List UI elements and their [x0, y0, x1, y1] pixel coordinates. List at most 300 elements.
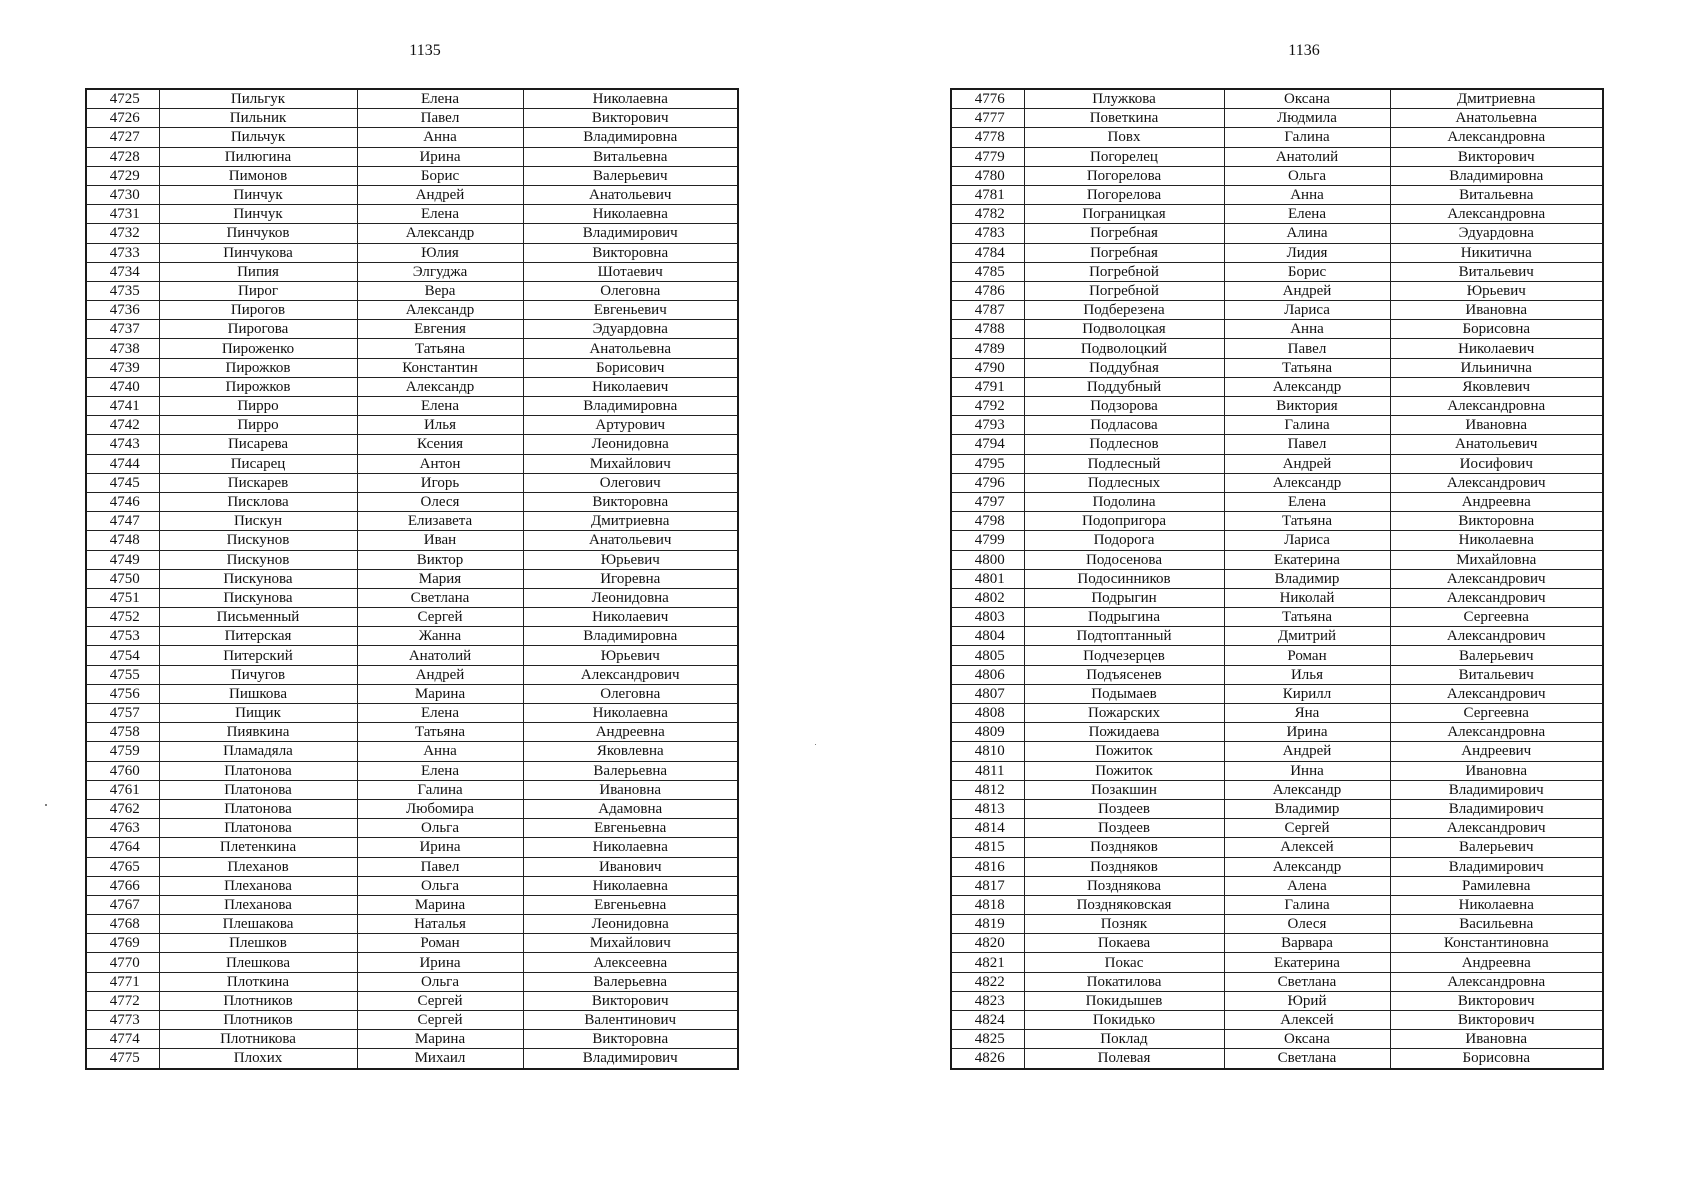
row-number: 4768 — [86, 915, 159, 934]
table-row — [86, 262, 738, 281]
table-row — [86, 358, 738, 377]
patronymic-cell: Николаевна — [523, 876, 738, 895]
scan-speck — [45, 804, 47, 806]
row-number: 4769 — [86, 934, 159, 953]
row-number: 4786 — [951, 281, 1024, 300]
first-name-cell: Александр — [1224, 377, 1390, 396]
first-name-cell: Екатерина — [1224, 953, 1390, 972]
surname-cell: Пирог — [159, 281, 357, 300]
table-row — [951, 665, 1603, 684]
table-row — [86, 704, 738, 723]
row-number: 4789 — [951, 339, 1024, 358]
row-number: 4764 — [86, 838, 159, 857]
row-number: 4749 — [86, 550, 159, 569]
row-number: 4808 — [951, 704, 1024, 723]
first-name-cell: Светлана — [1224, 972, 1390, 991]
table-row — [951, 934, 1603, 953]
table-row — [951, 492, 1603, 511]
first-name-cell: Илья — [357, 416, 523, 435]
table-row — [86, 646, 738, 665]
surname-cell: Плотников — [159, 1011, 357, 1030]
table-row — [86, 301, 738, 320]
surname-cell: Повх — [1024, 128, 1224, 147]
patronymic-cell: Михайлович — [523, 934, 738, 953]
surname-cell: Пирро — [159, 416, 357, 435]
table-row — [86, 953, 738, 972]
patronymic-cell: Яковлевич — [1390, 377, 1603, 396]
surname-cell: Погребная — [1024, 243, 1224, 262]
patronymic-cell: Валерьевна — [523, 761, 738, 780]
patronymic-cell: Леонидовна — [523, 588, 738, 607]
first-name-cell: Галина — [1224, 416, 1390, 435]
table-row — [951, 684, 1603, 703]
row-number: 4820 — [951, 934, 1024, 953]
row-number: 4742 — [86, 416, 159, 435]
surname-cell: Платонова — [159, 799, 357, 818]
first-name-cell: Инна — [1224, 761, 1390, 780]
patronymic-cell: Александрович — [1390, 569, 1603, 588]
patronymic-cell: Ивановна — [523, 780, 738, 799]
row-number: 4795 — [951, 454, 1024, 473]
patronymic-cell: Александровна — [1390, 723, 1603, 742]
table-row — [86, 473, 738, 492]
table-row — [951, 1049, 1603, 1069]
table-row — [86, 416, 738, 435]
first-name-cell: Лариса — [1224, 301, 1390, 320]
surname-cell: Пламадяла — [159, 742, 357, 761]
surname-cell: Поздеев — [1024, 799, 1224, 818]
table-row — [86, 819, 738, 838]
table-row — [86, 281, 738, 300]
surname-cell: Погорелова — [1024, 166, 1224, 185]
row-number: 4801 — [951, 569, 1024, 588]
table-row — [951, 876, 1603, 895]
page-number-right: 1136 — [1288, 42, 1320, 59]
patronymic-cell: Витальевич — [1390, 665, 1603, 684]
surname-cell: Писклова — [159, 492, 357, 511]
first-name-cell: Андрей — [1224, 454, 1390, 473]
table-row — [951, 377, 1603, 396]
patronymic-cell: Рамилевна — [1390, 876, 1603, 895]
row-number: 4816 — [951, 857, 1024, 876]
table-row — [951, 435, 1603, 454]
first-name-cell: Анна — [1224, 320, 1390, 339]
row-number: 4785 — [951, 262, 1024, 281]
first-name-cell: Анатолий — [1224, 147, 1390, 166]
row-number: 4765 — [86, 857, 159, 876]
first-name-cell: Екатерина — [1224, 550, 1390, 569]
patronymic-cell: Андреевна — [523, 723, 738, 742]
row-number: 4779 — [951, 147, 1024, 166]
surname-cell: Пинчуков — [159, 224, 357, 243]
row-number: 4825 — [951, 1030, 1024, 1049]
first-name-cell: Оксана — [1224, 89, 1390, 109]
first-name-cell: Сергей — [357, 608, 523, 627]
patronymic-cell: Сергеевна — [1390, 704, 1603, 723]
patronymic-cell: Анатольевич — [523, 185, 738, 204]
row-number: 4784 — [951, 243, 1024, 262]
table-row — [86, 435, 738, 454]
surname-cell: Пироженко — [159, 339, 357, 358]
row-number: 4803 — [951, 608, 1024, 627]
first-name-cell: Лидия — [1224, 243, 1390, 262]
first-name-cell: Евгения — [357, 320, 523, 339]
surname-cell: Подрыгин — [1024, 588, 1224, 607]
patronymic-cell: Борисовна — [1390, 1049, 1603, 1069]
row-number: 4802 — [951, 588, 1024, 607]
first-name-cell: Елена — [357, 89, 523, 109]
surname-cell: Подымаев — [1024, 684, 1224, 703]
patronymic-cell: Анатольевна — [1390, 109, 1603, 128]
table-row — [86, 569, 738, 588]
row-number: 4821 — [951, 953, 1024, 972]
surname-cell: Позднякова — [1024, 876, 1224, 895]
patronymic-cell: Николаевич — [1390, 339, 1603, 358]
table-row — [951, 780, 1603, 799]
patronymic-cell: Владимировна — [1390, 166, 1603, 185]
patronymic-cell: Евгеньевич — [523, 301, 738, 320]
register-table-right — [950, 88, 1604, 1070]
surname-cell: Подорога — [1024, 531, 1224, 550]
table-row — [86, 780, 738, 799]
table-row — [86, 205, 738, 224]
patronymic-cell: Адамовна — [523, 799, 738, 818]
patronymic-cell: Николаевич — [523, 377, 738, 396]
surname-cell: Плеханова — [159, 876, 357, 895]
row-number: 4745 — [86, 473, 159, 492]
patronymic-cell: Леонидовна — [523, 435, 738, 454]
table-row — [951, 627, 1603, 646]
first-name-cell: Олеся — [1224, 915, 1390, 934]
table-row — [951, 857, 1603, 876]
surname-cell: Платонова — [159, 761, 357, 780]
patronymic-cell: Анатольевич — [523, 531, 738, 550]
patronymic-cell: Владимировна — [523, 627, 738, 646]
first-name-cell: Юрий — [1224, 991, 1390, 1010]
first-name-cell: Игорь — [357, 473, 523, 492]
table-row — [951, 262, 1603, 281]
patronymic-cell: Александрович — [1390, 819, 1603, 838]
surname-cell: Платонова — [159, 780, 357, 799]
surname-cell: Плотников — [159, 991, 357, 1010]
patronymic-cell: Алексеевна — [523, 953, 738, 972]
row-number: 4804 — [951, 627, 1024, 646]
patronymic-cell: Михайлович — [523, 454, 738, 473]
patronymic-cell: Константиновна — [1390, 934, 1603, 953]
row-number: 4783 — [951, 224, 1024, 243]
row-number: 4822 — [951, 972, 1024, 991]
table-row — [951, 454, 1603, 473]
first-name-cell: Анатолий — [357, 646, 523, 665]
table-row — [86, 1049, 738, 1069]
surname-cell: Пишкова — [159, 684, 357, 703]
table-row — [86, 397, 738, 416]
table-row — [951, 704, 1603, 723]
first-name-cell: Марина — [357, 684, 523, 703]
row-number: 4725 — [86, 89, 159, 109]
patronymic-cell: Борисовна — [1390, 320, 1603, 339]
row-number: 4751 — [86, 588, 159, 607]
surname-cell: Плетенкина — [159, 838, 357, 857]
table-row — [86, 684, 738, 703]
row-number: 4819 — [951, 915, 1024, 934]
table-row — [951, 358, 1603, 377]
table-row — [951, 185, 1603, 204]
surname-cell: Подосенова — [1024, 550, 1224, 569]
table-row — [86, 857, 738, 876]
patronymic-cell: Ильинична — [1390, 358, 1603, 377]
row-number: 4814 — [951, 819, 1024, 838]
patronymic-cell: Александровна — [1390, 972, 1603, 991]
patronymic-cell: Александрович — [1390, 588, 1603, 607]
row-number: 4736 — [86, 301, 159, 320]
patronymic-cell: Игоревна — [523, 569, 738, 588]
row-number: 4818 — [951, 895, 1024, 914]
row-number: 4810 — [951, 742, 1024, 761]
table-row — [951, 166, 1603, 185]
first-name-cell: Павел — [1224, 339, 1390, 358]
table-row — [951, 972, 1603, 991]
row-number: 4772 — [86, 991, 159, 1010]
table-row — [86, 991, 738, 1010]
patronymic-cell: Андреевна — [1390, 953, 1603, 972]
table-row — [951, 281, 1603, 300]
surname-cell: Поклад — [1024, 1030, 1224, 1049]
row-number: 4798 — [951, 512, 1024, 531]
surname-cell: Пискунов — [159, 531, 357, 550]
patronymic-cell: Александрович — [523, 665, 738, 684]
table-row — [86, 761, 738, 780]
first-name-cell: Ирина — [1224, 723, 1390, 742]
surname-cell: Пирогова — [159, 320, 357, 339]
table-row — [951, 397, 1603, 416]
table-row — [86, 608, 738, 627]
row-number: 4824 — [951, 1011, 1024, 1030]
surname-cell: Платонова — [159, 819, 357, 838]
patronymic-cell: Викторович — [523, 991, 738, 1010]
table-row — [86, 454, 738, 473]
row-number: 4763 — [86, 819, 159, 838]
first-name-cell: Ксения — [357, 435, 523, 454]
row-number: 4738 — [86, 339, 159, 358]
surname-cell: Плужкова — [1024, 89, 1224, 109]
first-name-cell: Дмитрий — [1224, 627, 1390, 646]
surname-cell: Поздеев — [1024, 819, 1224, 838]
surname-cell: Пипия — [159, 262, 357, 281]
surname-cell: Подолина — [1024, 492, 1224, 511]
table-row — [951, 588, 1603, 607]
surname-cell: Писарева — [159, 435, 357, 454]
table-row — [86, 243, 738, 262]
row-number: 4778 — [951, 128, 1024, 147]
first-name-cell: Яна — [1224, 704, 1390, 723]
first-name-cell: Александр — [1224, 780, 1390, 799]
table-row — [86, 89, 738, 109]
first-name-cell: Николай — [1224, 588, 1390, 607]
patronymic-cell: Николаевна — [523, 704, 738, 723]
patronymic-cell: Викторович — [1390, 147, 1603, 166]
patronymic-cell: Валерьевич — [523, 166, 738, 185]
patronymic-cell: Олеговна — [523, 684, 738, 703]
table-row — [951, 1011, 1603, 1030]
surname-cell: Подопригора — [1024, 512, 1224, 531]
table-row — [951, 512, 1603, 531]
row-number: 4743 — [86, 435, 159, 454]
patronymic-cell: Владимирович — [523, 224, 738, 243]
first-name-cell: Татьяна — [1224, 608, 1390, 627]
first-name-cell: Елизавета — [357, 512, 523, 531]
first-name-cell: Александр — [357, 377, 523, 396]
row-number: 4731 — [86, 205, 159, 224]
patronymic-cell: Артурович — [523, 416, 738, 435]
surname-cell: Покаева — [1024, 934, 1224, 953]
first-name-cell: Ирина — [357, 838, 523, 857]
first-name-cell: Сергей — [357, 991, 523, 1010]
first-name-cell: Галина — [1224, 895, 1390, 914]
surname-cell: Пискунова — [159, 569, 357, 588]
surname-cell: Плешков — [159, 934, 357, 953]
first-name-cell: Елена — [357, 397, 523, 416]
table-row — [951, 819, 1603, 838]
table-row — [951, 128, 1603, 147]
surname-cell: Покас — [1024, 953, 1224, 972]
table-row — [86, 185, 738, 204]
surname-cell: Пискун — [159, 512, 357, 531]
surname-cell: Пинчук — [159, 205, 357, 224]
table-row — [86, 915, 738, 934]
patronymic-cell: Александрович — [1390, 684, 1603, 703]
first-name-cell: Варвара — [1224, 934, 1390, 953]
first-name-cell: Андрей — [1224, 742, 1390, 761]
row-number: 4775 — [86, 1049, 159, 1069]
first-name-cell: Татьяна — [1224, 512, 1390, 531]
surname-cell: Подчезерцев — [1024, 646, 1224, 665]
row-number: 4755 — [86, 665, 159, 684]
first-name-cell: Алексей — [1224, 1011, 1390, 1030]
patronymic-cell: Александрович — [1390, 473, 1603, 492]
row-number: 4754 — [86, 646, 159, 665]
first-name-cell: Галина — [1224, 128, 1390, 147]
table-row — [86, 876, 738, 895]
patronymic-cell: Олеговна — [523, 281, 738, 300]
table-row — [951, 339, 1603, 358]
patronymic-cell: Викторовна — [523, 243, 738, 262]
row-number: 4758 — [86, 723, 159, 742]
row-number: 4794 — [951, 435, 1024, 454]
first-name-cell: Александр — [357, 301, 523, 320]
patronymic-cell: Яковлевна — [523, 742, 738, 761]
row-number: 4796 — [951, 473, 1024, 492]
patronymic-cell: Викторовна — [1390, 512, 1603, 531]
row-number: 4809 — [951, 723, 1024, 742]
first-name-cell: Алена — [1224, 876, 1390, 895]
table-row — [951, 742, 1603, 761]
patronymic-cell: Витальевич — [1390, 262, 1603, 281]
table-row — [86, 320, 738, 339]
table-row — [951, 224, 1603, 243]
table-row — [951, 646, 1603, 665]
row-number: 4746 — [86, 492, 159, 511]
table-row — [86, 492, 738, 511]
first-name-cell: Андрей — [1224, 281, 1390, 300]
register-table-left — [85, 88, 739, 1070]
patronymic-cell: Васильевна — [1390, 915, 1603, 934]
row-number: 4807 — [951, 684, 1024, 703]
first-name-cell: Алексей — [1224, 838, 1390, 857]
row-number: 4812 — [951, 780, 1024, 799]
first-name-cell: Павел — [1224, 435, 1390, 454]
row-number: 4739 — [86, 358, 159, 377]
first-name-cell: Сергей — [357, 1011, 523, 1030]
first-name-cell: Мария — [357, 569, 523, 588]
surname-cell: Пимонов — [159, 166, 357, 185]
surname-cell: Пищик — [159, 704, 357, 723]
patronymic-cell: Николаевна — [523, 89, 738, 109]
first-name-cell: Владимир — [1224, 799, 1390, 818]
patronymic-cell: Андреевич — [1390, 742, 1603, 761]
row-number: 4788 — [951, 320, 1024, 339]
table-row — [86, 1011, 738, 1030]
surname-cell: Поветкина — [1024, 109, 1224, 128]
surname-cell: Поддубный — [1024, 377, 1224, 396]
surname-cell: Пискарев — [159, 473, 357, 492]
table-row — [951, 320, 1603, 339]
patronymic-cell: Валерьевна — [523, 972, 738, 991]
first-name-cell: Лариса — [1224, 531, 1390, 550]
row-number: 4740 — [86, 377, 159, 396]
row-number: 4729 — [86, 166, 159, 185]
surname-cell: Пожиток — [1024, 761, 1224, 780]
row-number: 4776 — [951, 89, 1024, 109]
table-row — [86, 588, 738, 607]
patronymic-cell: Александровна — [1390, 205, 1603, 224]
surname-cell: Пинчук — [159, 185, 357, 204]
patronymic-cell: Александрович — [1390, 627, 1603, 646]
surname-cell: Подосинников — [1024, 569, 1224, 588]
first-name-cell: Андрей — [357, 665, 523, 684]
patronymic-cell: Николаевна — [1390, 895, 1603, 914]
patronymic-cell: Николаевич — [523, 608, 738, 627]
patronymic-cell: Шотаевич — [523, 262, 738, 281]
surname-cell: Пискунов — [159, 550, 357, 569]
surname-cell: Подзорова — [1024, 397, 1224, 416]
surname-cell: Пильгук — [159, 89, 357, 109]
surname-cell: Пограницкая — [1024, 205, 1224, 224]
table-row — [951, 89, 1603, 109]
surname-cell: Пожарских — [1024, 704, 1224, 723]
first-name-cell: Светлана — [1224, 1049, 1390, 1069]
row-number: 4753 — [86, 627, 159, 646]
first-name-cell: Ольга — [357, 876, 523, 895]
patronymic-cell: Евгеньевна — [523, 819, 738, 838]
surname-cell: Подволоцкая — [1024, 320, 1224, 339]
table-row — [951, 147, 1603, 166]
patronymic-cell: Дмитриевна — [523, 512, 738, 531]
table-row — [86, 627, 738, 646]
table-row — [86, 377, 738, 396]
patronymic-cell: Валентинович — [523, 1011, 738, 1030]
surname-cell: Подласова — [1024, 416, 1224, 435]
surname-cell: Поздняков — [1024, 838, 1224, 857]
row-number: 4752 — [86, 608, 159, 627]
surname-cell: Покидько — [1024, 1011, 1224, 1030]
row-number: 4787 — [951, 301, 1024, 320]
first-name-cell: Ольга — [357, 972, 523, 991]
first-name-cell: Юлия — [357, 243, 523, 262]
row-number: 4781 — [951, 185, 1024, 204]
first-name-cell: Олеся — [357, 492, 523, 511]
surname-cell: Пильник — [159, 109, 357, 128]
